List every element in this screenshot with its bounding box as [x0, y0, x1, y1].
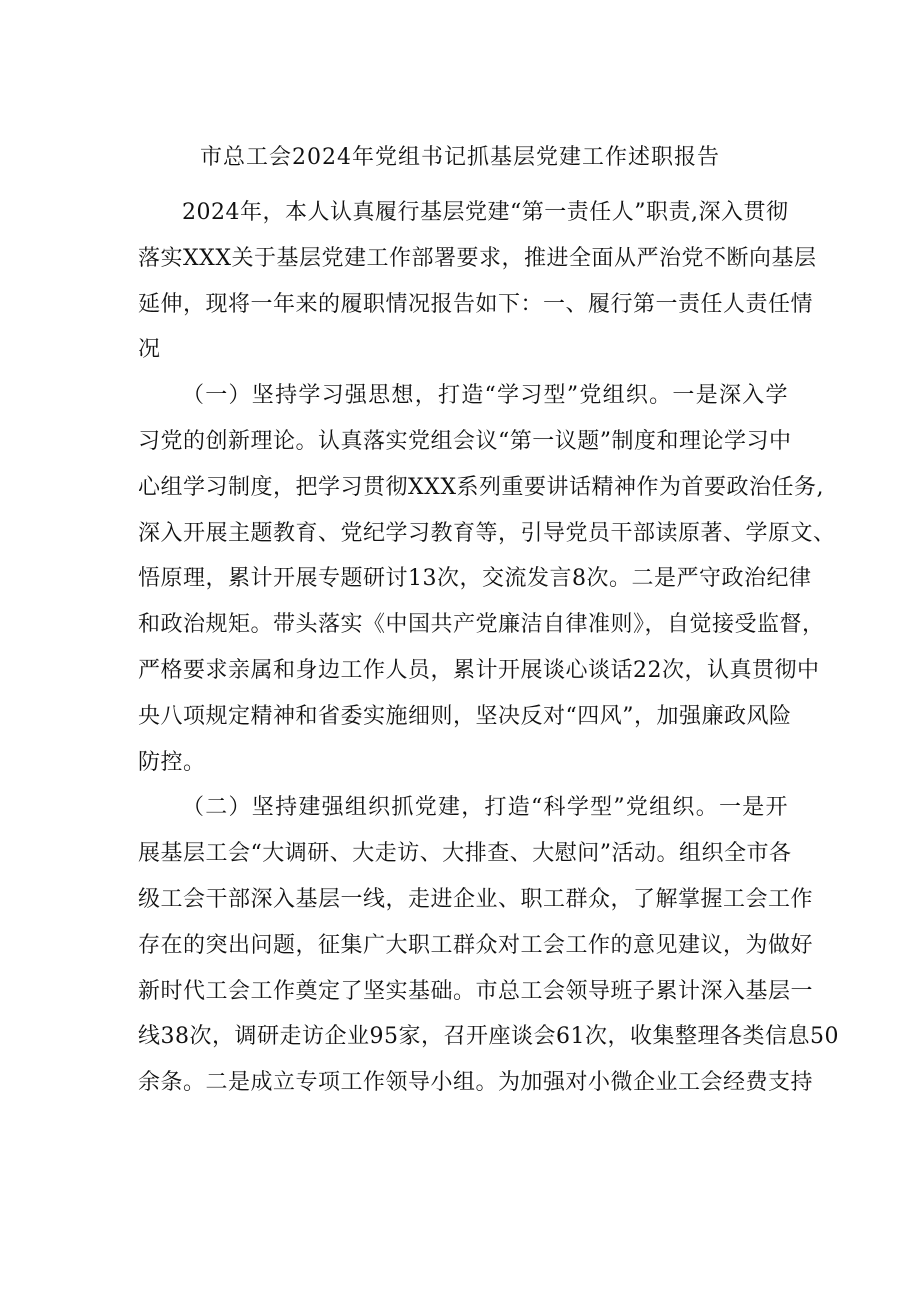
document-body — [138, 190, 839, 1106]
text-line: （二）坚持建强组织抓党建，打造“科学型”党组织。一是开 — [182, 795, 788, 821]
text-line: 防控。 — [138, 749, 206, 775]
paragraph-section-1 — [138, 373, 836, 785]
text-line: （一）坚持学习强思想，打造“学习型”党组织。一是深入学 — [182, 383, 788, 409]
text-line: 严格要求亲属和身边工作人员，累计开展谈心谈话22次，认真贯彻中 — [138, 657, 820, 683]
document-title: 市总工会2024年党组书记抓基层党建工作述职报告 — [200, 145, 720, 170]
text-line: 深入开展主题教育、党纪学习教育等，引导党员干部读原著、学原文、 — [138, 520, 836, 546]
text-line: 习党的创新理论。认真落实党组会议“第一议题”制度和理论学习中 — [138, 428, 792, 454]
text-line: 况 — [138, 337, 161, 363]
text-line: 新时代工会工作奠定了坚实基础。市总工会领导班子累计深入基层一 — [138, 978, 814, 1004]
text-line: 央八项规定精神和省委实施细则，坚决反对“四风”，加强廉政风险 — [138, 703, 792, 729]
text-line: 落实XXX关于基层党建工作部署要求，推进全面从严治党不断向基层 — [138, 245, 817, 271]
text-line: 级工会干部深入基层一线，走进企业、职工群众，了解掌握工会工作 — [138, 886, 814, 912]
text-line: 延伸，现将一年来的履职情况报告如下：一、履行第一责任人责任情 — [138, 291, 814, 317]
text-line: 余条。二是成立专项工作领导小组。为加强对小微企业工会经费支持 — [138, 1070, 814, 1096]
paragraph-section-2 — [138, 785, 839, 1106]
text-line: 存在的突出问题，征集广大职工群众对工会工作的意见建议，为做好 — [138, 932, 814, 958]
text-line: 展基层工会“大调研、大走访、大排查、大慰问”活动。组织全市各 — [138, 841, 792, 867]
text-line: 心组学习制度，把学习贯彻XXX系列重要讲话精神作为首要政治任务, — [138, 474, 824, 500]
text-line: 悟原理，累计开展专题研讨13次，交流发言8次。二是严守政治纪律 — [138, 566, 812, 592]
text-line: 和政治规矩。带头落实《中国共产党廉洁自律准则》，自觉接受监督， — [138, 612, 825, 638]
paragraph-intro — [138, 190, 817, 373]
text-line: 2024年，本人认真履行基层党建“第一责任人”职责,深入贯彻 — [182, 200, 789, 225]
text-line: 线38次，调研走访企业95家，召开座谈会61次，收集整理各类信息50 — [138, 1024, 839, 1050]
